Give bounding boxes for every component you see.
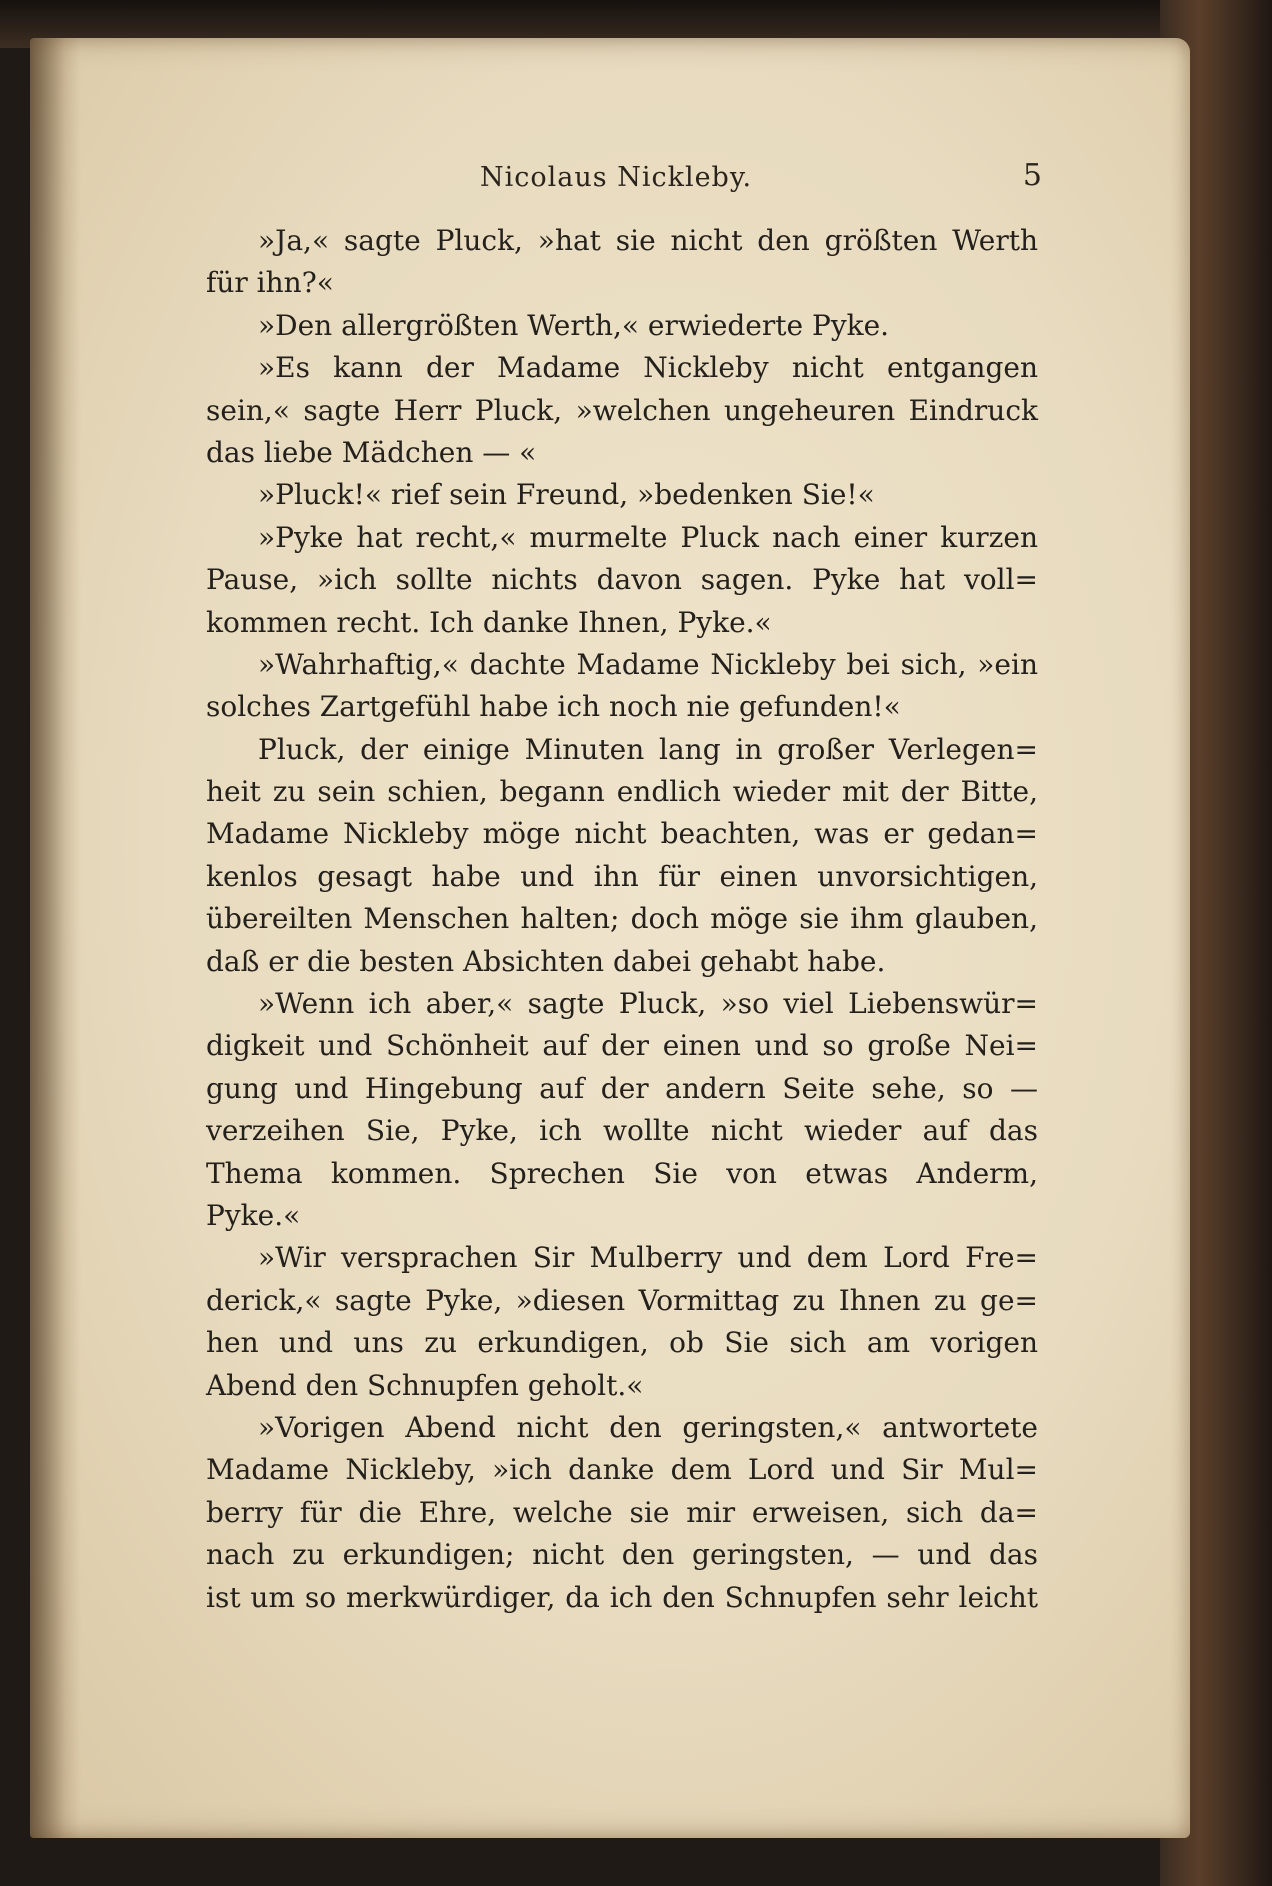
text-line: »Vorigen Abend nicht den geringsten,« antwortete [258, 1410, 1038, 1444]
text-line: »Den allergrößten Werth,« erwiederte Pyke. [258, 308, 890, 342]
text-line: kommen recht. Ich danke Ihnen, Pyke.« [206, 605, 772, 639]
text-line: Abend den Schnupfen geholt.« [206, 1368, 644, 1402]
text-line: »Wenn ich aber,« sagte Pluck, »so viel Liebenswür= [258, 987, 1038, 1021]
text-line: Pluck, der einige Minuten lang in großer Verlegen= [258, 732, 1038, 766]
text-line: Pause, »ich sollte nichts davon sagen. Pyke hat voll= [206, 563, 1038, 597]
page-gutter-shadow [30, 38, 80, 1838]
body-text [206, 220, 1038, 1619]
text-line: »Es kann der Madame Nickleby nicht entgangen [258, 351, 1038, 385]
text-line: »Ja,« sagte Pluck, »hat sie nicht den größten Werth [258, 224, 1038, 257]
page-header [200, 158, 1050, 202]
text-line: nach zu erkundigen; nicht den geringsten, — und das [206, 1538, 1038, 1572]
text-line: das liebe Mädchen — « [206, 435, 537, 469]
text-line: »Pyke hat recht,« murmelte Pluck nach einer kurzen [258, 520, 1038, 554]
text-line: Madame Nickleby, »ich danke dem Lord und Sir Mul= [206, 1453, 1038, 1487]
text-line: »Pluck!« rief sein Freund, »bedenken Sie!« [258, 478, 875, 512]
text-line: sein,« sagte Herr Pluck, »welchen ungeheuren Eindruck [206, 393, 1038, 427]
text-line: daß er die besten Absichten dabei gehabt habe. [206, 944, 886, 978]
text-line: kenlos gesagt habe und ihn für einen unvorsichtigen, [206, 859, 1038, 893]
text-line: digkeit und Schönheit auf der einen und so große Nei= [206, 1029, 1038, 1063]
text-line: derick,« sagte Pyke, »diesen Vormittag zu Ihnen zu ge= [206, 1283, 1038, 1317]
page-number: 5 [1022, 158, 1042, 193]
text-line: heit zu sein schien, begann endlich wieder mit der Bitte, [206, 775, 1038, 809]
text-line: Madame Nickleby möge nicht beachten, was er gedan= [206, 817, 1038, 851]
text-line: Thema kommen. Sprechen Sie von etwas Anderm, [206, 1156, 1038, 1190]
text-line: »Wahrhaftig,« dachte Madame Nickleby bei sich, »ein [258, 647, 1038, 681]
text-line: gung und Hingebung auf der andern Seite sehe, so — [206, 1071, 1038, 1105]
text-line: verzeihen Sie, Pyke, ich wollte nicht wieder auf das [206, 1114, 1038, 1148]
text-line: »Wir versprachen Sir Mulberry und dem Lord Fre= [258, 1241, 1038, 1275]
text-line: hen und uns zu erkundigen, ob Sie sich am vorigen [206, 1326, 1038, 1360]
text-line: übereilten Menschen halten; doch möge sie ihm glauben, [206, 902, 1038, 936]
text-line: berry für die Ehre, welche sie mir erweisen, sich da= [206, 1495, 1038, 1529]
text-line: Pyke.« [206, 1198, 301, 1232]
text-line: solches Zartgefühl habe ich noch nie gefunden!« [206, 690, 901, 724]
running-title: Nicolaus Nickleby. [480, 162, 753, 193]
text-line: für ihn?« [206, 266, 334, 300]
text-line: ist um so merkwürdiger, da ich den Schnupfen sehr leicht [206, 1580, 1038, 1614]
